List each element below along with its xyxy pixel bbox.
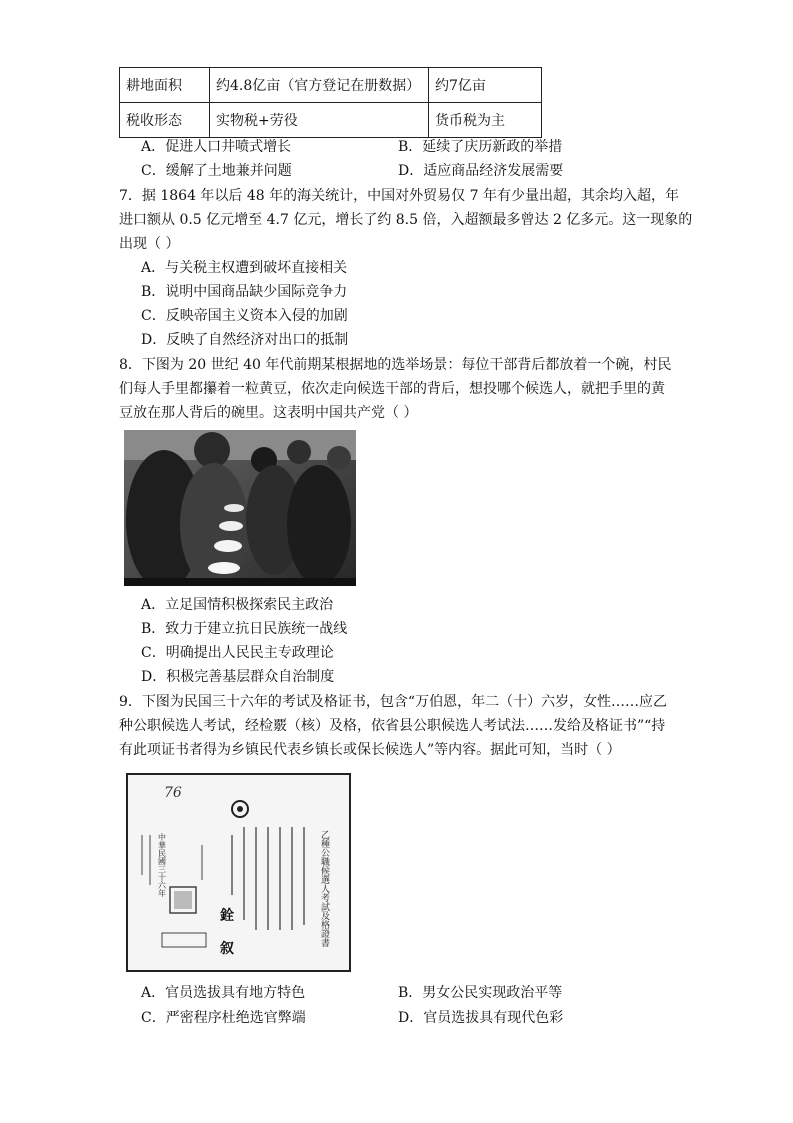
q7-option-a[interactable]: A．与关税主权遭到破坏直接相关 [141, 260, 348, 276]
q6-option-c[interactable]: C．缓解了土地兼并问题 [141, 163, 292, 179]
table-cell: 货币税为主 [429, 103, 542, 138]
q9-stem-line: 种公职候选人考试，经检覈（核）及格，依省县公职候选人考试法……发给及格证书”“持 [119, 718, 666, 734]
q7-option-c[interactable]: C．反映帝国主义资本入侵的加剧 [141, 308, 348, 324]
q7-option-b[interactable]: B．说明中国商品缺少国际竞争力 [141, 284, 348, 300]
comparison-table [119, 67, 542, 138]
q9-stem-line: 9．下图为民国三十六年的考试及格证书，包含“万伯恩，年二（十）六岁，女性……应乙 [119, 694, 668, 710]
table-cell: 实物税+劳役 [210, 103, 429, 138]
q8-option-b[interactable]: B．致力于建立抗日民族统一战线 [141, 621, 348, 637]
table-cell: 约7亿亩 [429, 68, 542, 103]
q9-option-b[interactable]: B．男女公民实现政治平等 [398, 985, 563, 1001]
q8-stem-line: 8．下图为 20 世纪 40 年代前期某根据地的选举场景：每位干部背后都放着一个碗，村民 [119, 357, 672, 373]
table-row [120, 103, 542, 138]
q8-stem-line: 们每人手里都攥着一粒黄豆，依次走向候选干部的背后，想投哪个候选人，就把手里的黄 [119, 381, 665, 397]
certificate-big-char-2: 叙 [220, 941, 234, 957]
table-cell: 税收形态 [120, 103, 210, 138]
q7-stem-line: 进口额从 0.5 亿元增至 4.7 亿元，增长了约 8.5 倍，入超额最多曾达 2 亿多元。这一现象的 [119, 212, 693, 228]
q8-option-c[interactable]: C．明确提出人民民主专政理论 [141, 645, 334, 661]
q9-option-a[interactable]: A．官员选拔具有地方特色 [141, 985, 306, 1001]
certificate-drawing [128, 775, 349, 970]
election-photo-image [124, 430, 356, 586]
certificate-big-char-1: 銓 [220, 908, 234, 924]
q6-option-b[interactable]: B．延续了庆历新政的举措 [398, 139, 563, 155]
table-row [120, 68, 542, 103]
q7-stem-line: 7．据 1864 年以后 48 年的海关统计，中国对外贸易仅 7 年有少量出超，其余均入超，年 [119, 188, 679, 204]
certificate-number: 76 [164, 785, 182, 801]
q9-stem-line: 有此项证书者得为乡镇民代表乡镇长或保长候选人”等内容。据此可知，当时（ ） [119, 742, 621, 758]
q8-option-a[interactable]: A．立足国情积极探索民主政治 [141, 597, 334, 613]
q9-option-d[interactable]: D．官员选拔具有现代色彩 [398, 1010, 564, 1026]
q8-option-d[interactable]: D．积极完善基层群众自治制度 [141, 669, 335, 685]
q7-stem-line: 出现（ ） [119, 236, 180, 252]
q6-option-d[interactable]: D．适应商品经济发展需要 [398, 163, 564, 179]
certificate-title: 乙種公職候選人考試及格證書 [319, 830, 329, 947]
exam-certificate-image [126, 773, 351, 972]
table-cell: 约4.8亿亩（官方登记在册数据） [210, 68, 429, 103]
q6-option-a[interactable]: A．促进人口井喷式增长 [141, 139, 292, 155]
table-cell: 耕地面积 [120, 68, 210, 103]
election-photo [124, 430, 356, 586]
q9-option-c[interactable]: C．严密程序杜绝选官弊端 [141, 1010, 306, 1026]
q7-option-d[interactable]: D．反映了自然经济对出口的抵制 [141, 332, 349, 348]
q8-stem-line: 豆放在那人背后的碗里。这表明中国共产党（ ） [119, 405, 418, 421]
certificate-date: 中華民國三十六年 [157, 833, 167, 897]
